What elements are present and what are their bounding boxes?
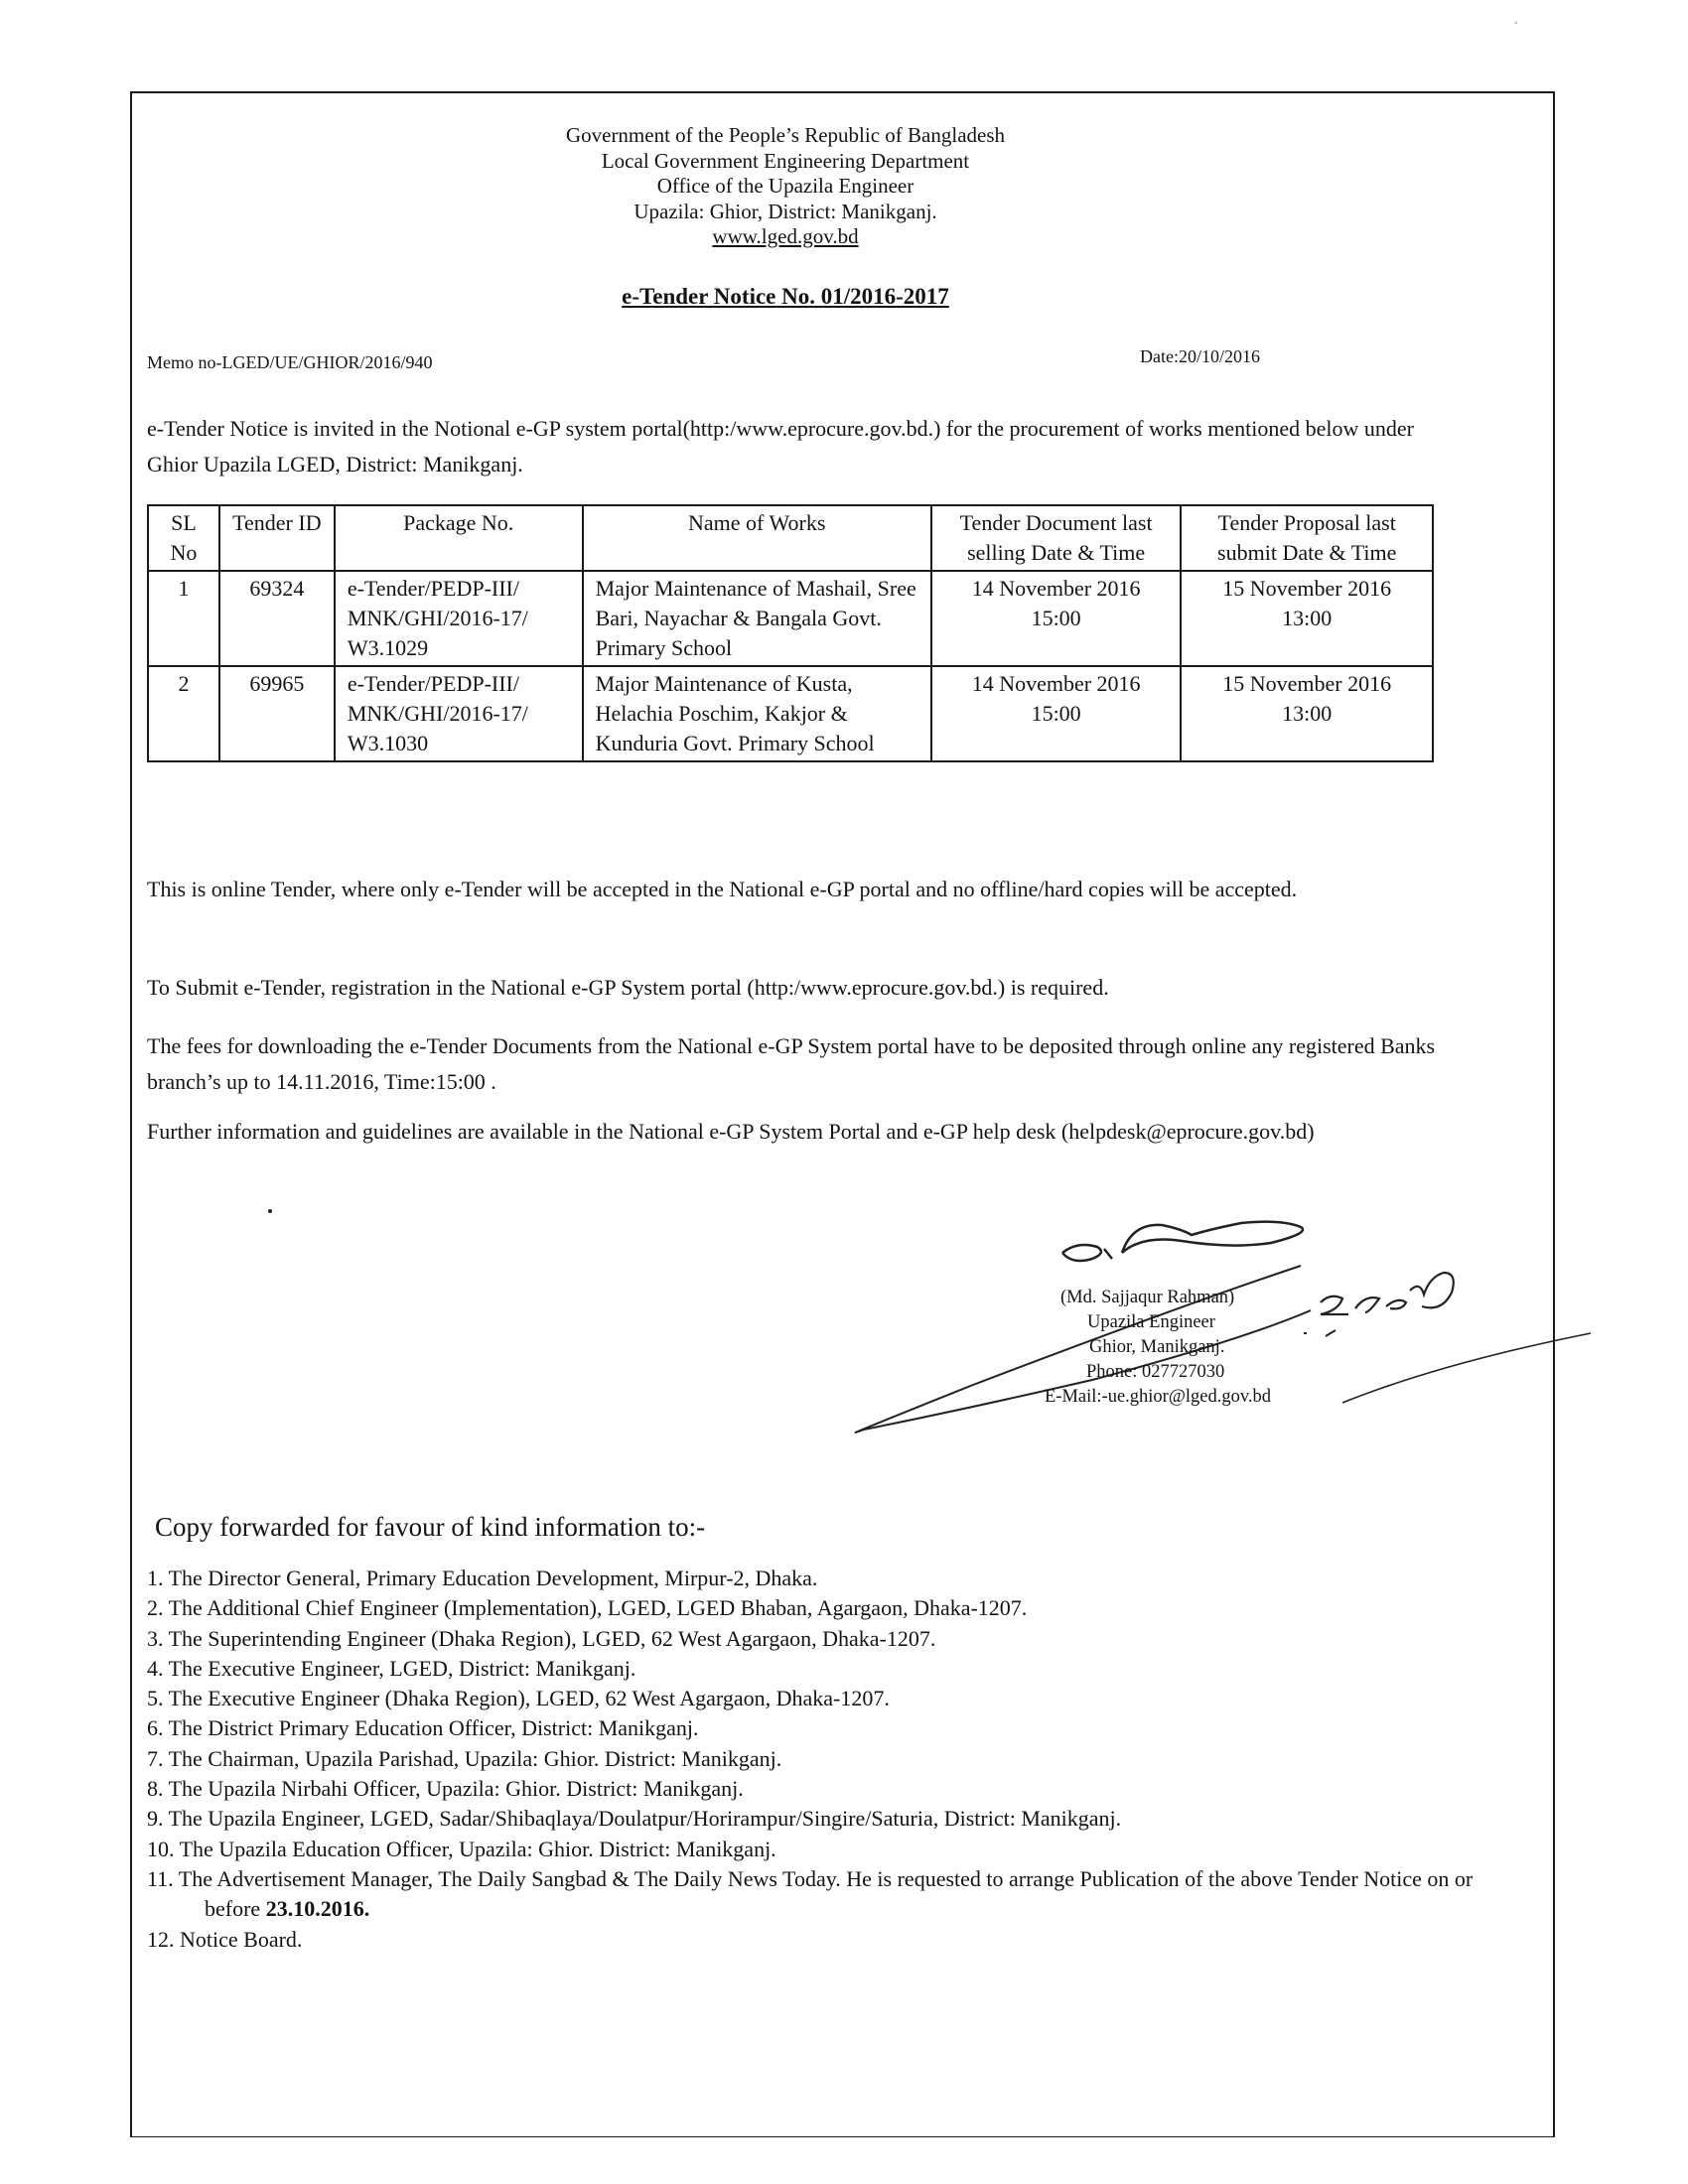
cell-selling xyxy=(931,571,1182,666)
copy-recipient-list xyxy=(147,1564,1477,1955)
list-item: 6. The District Primary Education Officer, District: Manikganj. xyxy=(147,1715,699,1741)
notice-date: Date:20/10/2016 xyxy=(1140,346,1260,366)
tender-table xyxy=(147,504,1434,762)
list-item: 2. The Additional Chief Engineer (Implementation), LGED, LGED Bhaban, Agargaon, Dhaka-1207. xyxy=(147,1595,1028,1621)
cell-selling-date: 14 November 2016 xyxy=(971,576,1141,601)
list-item xyxy=(147,1864,1477,1925)
notice-title: e-Tender Notice No. 01/2016-2017 xyxy=(622,284,949,309)
publication-deadline: 23.10.2016. xyxy=(265,1896,370,1922)
signatory-phone: Phone: 027727030 xyxy=(1086,1362,1225,1382)
cell-selling-time: 15:00 xyxy=(1031,606,1081,630)
signatory-location: Ghior, Manikganj. xyxy=(1089,1337,1225,1357)
intro-paragraph: e-Tender Notice is invited in the Notional e-GP system portal(http:/www.eprocure.gov.bd.) for the procurement of works mentioned below under Ghior Upazila LGED, District: Manikganj. xyxy=(147,416,1414,477)
signatory-name: (Md. Sajjaqur Rahman) xyxy=(1060,1288,1235,1307)
list-item: 4. The Executive Engineer, LGED, District: Manikganj. xyxy=(147,1655,636,1681)
cell-submit-date: 15 November 2016 xyxy=(1222,576,1392,601)
header-government: Government of the People’s Republic of Bangladesh xyxy=(565,123,1006,147)
header-website-link[interactable]: www.lged.gov.bd xyxy=(712,224,859,248)
letterhead xyxy=(0,123,1571,250)
list-item: 5. The Executive Engineer (Dhaka Region), LGED, 62 West Agargaon, Dhaka-1207. xyxy=(147,1686,890,1711)
cell-submit-time: 13:00 xyxy=(1282,701,1333,726)
scan-mark: ◦ xyxy=(1514,18,1518,29)
col-header-works: Name of Works xyxy=(583,505,931,571)
cell-works: Major Maintenance of Kusta, Helachia Poschim, Kakjor & Kunduria Govt. Primary School xyxy=(583,666,931,761)
table-row xyxy=(148,666,1433,761)
registration-paragraph: To Submit e-Tender, registration in the National e-GP System portal (http:/www.eprocure.gov.bd.) is required. xyxy=(147,975,1109,1000)
table-row xyxy=(148,571,1433,666)
cell-package: e-Tender/PEDP-III/ MNK/GHI/2016-17/ W3.1029 xyxy=(335,571,583,666)
signatory-block xyxy=(1033,1286,1271,1410)
col-header-tender-id: Tender ID xyxy=(219,505,335,571)
cell-works: Major Maintenance of Mashail, Sree Bari, Nayachar & Bangala Govt. Primary School xyxy=(583,571,931,666)
col-header-sl: SL No xyxy=(148,505,219,571)
list-item: 8. The Upazila Nirbahi Officer, Upazila: Ghior. District: Manikganj. xyxy=(147,1776,744,1802)
list-item: 1. The Director General, Primary Education Development, Mirpur-2, Dhaka. xyxy=(147,1566,818,1590)
cell-submit xyxy=(1181,666,1433,761)
signatory-designation: Upazila Engineer xyxy=(1087,1312,1215,1332)
cell-sl: 2 xyxy=(148,666,219,761)
col-header-package: Package No. xyxy=(335,505,583,571)
list-item: 7. The Chairman, Upazila Parishad, Upazila: Ghior. District: Manikganj. xyxy=(147,1745,782,1771)
list-item-text: 11. The Advertisement Manager, The Daily Sangbad & The Daily News Today. He is requested to arrange Publication of the above Tender Notice on or before xyxy=(147,1865,1474,1922)
further-info-paragraph: Further information and guidelines are available in the National e-GP System Portal and e-GP help desk (helpdesk@eprocure.gov.bd) xyxy=(147,1119,1315,1144)
header-location: Upazila: Ghior, District: Manikganj. xyxy=(633,199,937,223)
cell-selling xyxy=(931,666,1182,761)
col-header-submit-date: Tender Proposal last submit Date & Time xyxy=(1181,505,1433,571)
stray-dot xyxy=(268,1209,272,1213)
cell-selling-time: 15:00 xyxy=(1031,701,1081,726)
signatory-email: E-Mail:-ue.ghior@lged.gov.bd xyxy=(1045,1387,1272,1407)
fees-paragraph: The fees for downloading the e-Tender Documents from the National e-GP System portal have to be deposited through online any registered Banks branch’s up to 14.11.2016, Time:15:00 . xyxy=(147,1033,1436,1094)
list-item: 9. The Upazila Engineer, LGED, Sadar/Shibaqlaya/Doulatpur/Horirampur/Singire/Saturia, District: Manikganj. xyxy=(147,1806,1122,1832)
online-tender-paragraph: This is online Tender, where only e-Tender will be accepted in the National e-GP portal and no offline/hard copies will be accepted. xyxy=(147,877,1298,901)
cell-tender-id: 69965 xyxy=(219,666,335,761)
list-item: 12. Notice Board. xyxy=(147,1926,303,1952)
cell-sl: 1 xyxy=(148,571,219,666)
memo-number: Memo no-LGED/UE/GHIOR/2016/940 xyxy=(147,352,433,372)
cell-submit xyxy=(1181,571,1433,666)
cell-submit-date: 15 November 2016 xyxy=(1222,671,1392,696)
copy-forwarded-title: Copy forwarded for favour of kind information to:- xyxy=(155,1512,706,1542)
cell-submit-time: 13:00 xyxy=(1282,606,1333,630)
list-item: 3. The Superintending Engineer (Dhaka Region), LGED, 62 West Agargaon, Dhaka-1207. xyxy=(147,1625,936,1651)
list-item: 10. The Upazila Education Officer, Upazila: Ghior. District: Manikganj. xyxy=(147,1836,776,1861)
header-office: Office of the Upazila Engineer xyxy=(656,174,914,198)
cell-package: e-Tender/PEDP-III/ MNK/GHI/2016-17/ W3.1030 xyxy=(335,666,583,761)
table-header-row xyxy=(148,505,1433,571)
header-department: Local Government Engineering Department xyxy=(601,148,970,173)
col-header-selling-date: Tender Document last selling Date & Time xyxy=(931,505,1182,571)
cell-selling-date: 14 November 2016 xyxy=(971,671,1141,696)
cell-tender-id: 69324 xyxy=(219,571,335,666)
